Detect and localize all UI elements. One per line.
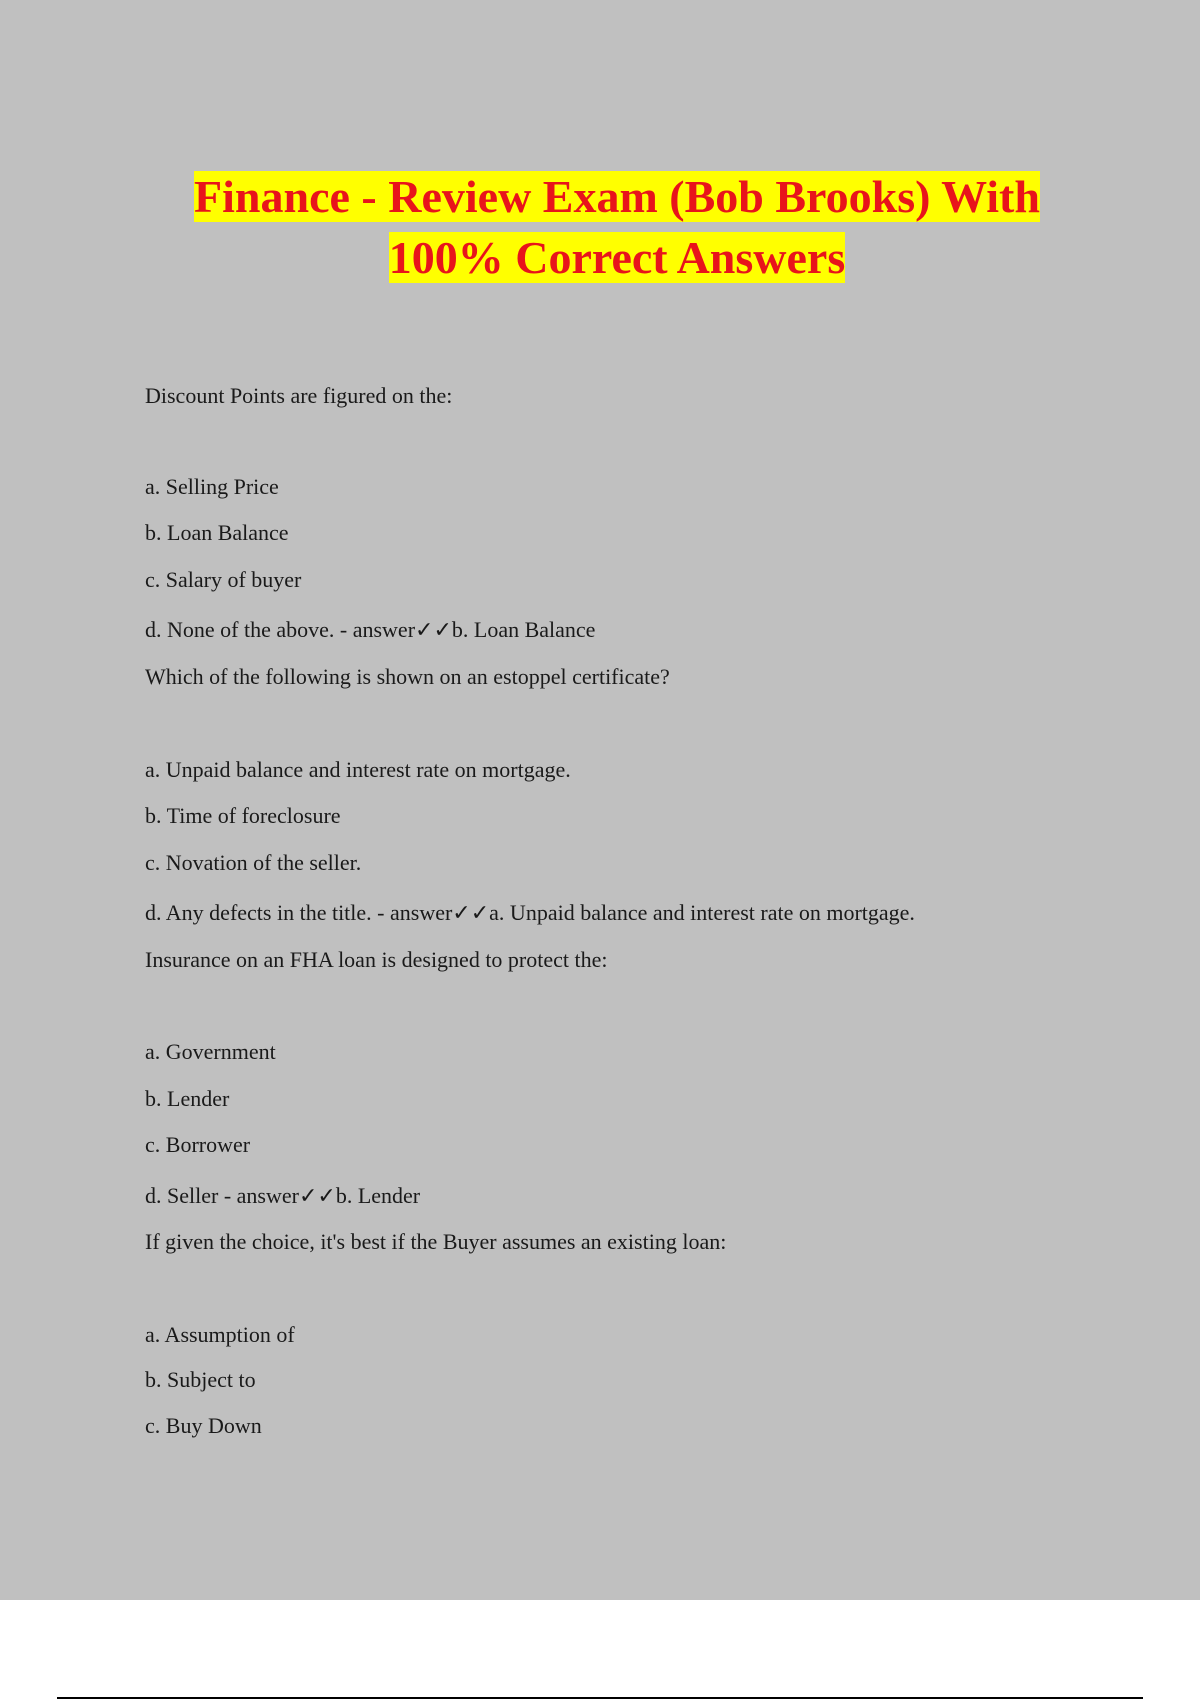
- title-line-2: 100% Correct Answers: [388, 232, 846, 283]
- question-prompt-4: If given the choice, it's best if the Buyer assumes an existing loan:: [145, 1229, 727, 1254]
- question-prompt-3: Insurance on an FHA loan is designed to protect the:: [145, 947, 608, 972]
- question-1-option-a: a. Selling Price: [145, 474, 279, 499]
- question-3-option-a: a. Government: [145, 1039, 276, 1064]
- question-3-option-d-answer: d. Seller - answer✓✓b. Lender: [145, 1183, 421, 1208]
- title-line-1: Finance - Review Exam (Bob Brooks) With: [194, 171, 1040, 222]
- question-2-option-b: b. Time of foreclosure: [145, 803, 341, 828]
- question-3-option-b: b. Lender: [145, 1086, 230, 1111]
- question-1-option-c: c. Salary of buyer: [145, 567, 302, 592]
- question-3-option-c: c. Borrower: [145, 1132, 251, 1157]
- question-1-option-b: b. Loan Balance: [145, 520, 289, 545]
- question-4-option-b: b. Subject to: [145, 1367, 256, 1392]
- question-2-option-d-answer: d. Any defects in the title. - answer✓✓a. Unpaid balance and interest rate on mortgage.: [145, 900, 915, 925]
- question-4-option-c: c. Buy Down: [145, 1413, 262, 1438]
- question-1-option-d-answer: d. None of the above. - answer✓✓b. Loan Balance: [145, 617, 596, 642]
- document-title: [0, 166, 1200, 288]
- question-4-option-a: a. Assumption of: [145, 1322, 295, 1347]
- question-prompt-1: Discount Points are figured on the:: [145, 383, 453, 408]
- footer-divider: [57, 1697, 1143, 1699]
- question-prompt-2: Which of the following is shown on an estoppel certificate?: [145, 664, 670, 689]
- question-2-option-a: a. Unpaid balance and interest rate on mortgage.: [145, 757, 571, 782]
- question-2-option-c: c. Novation of the seller.: [145, 850, 362, 875]
